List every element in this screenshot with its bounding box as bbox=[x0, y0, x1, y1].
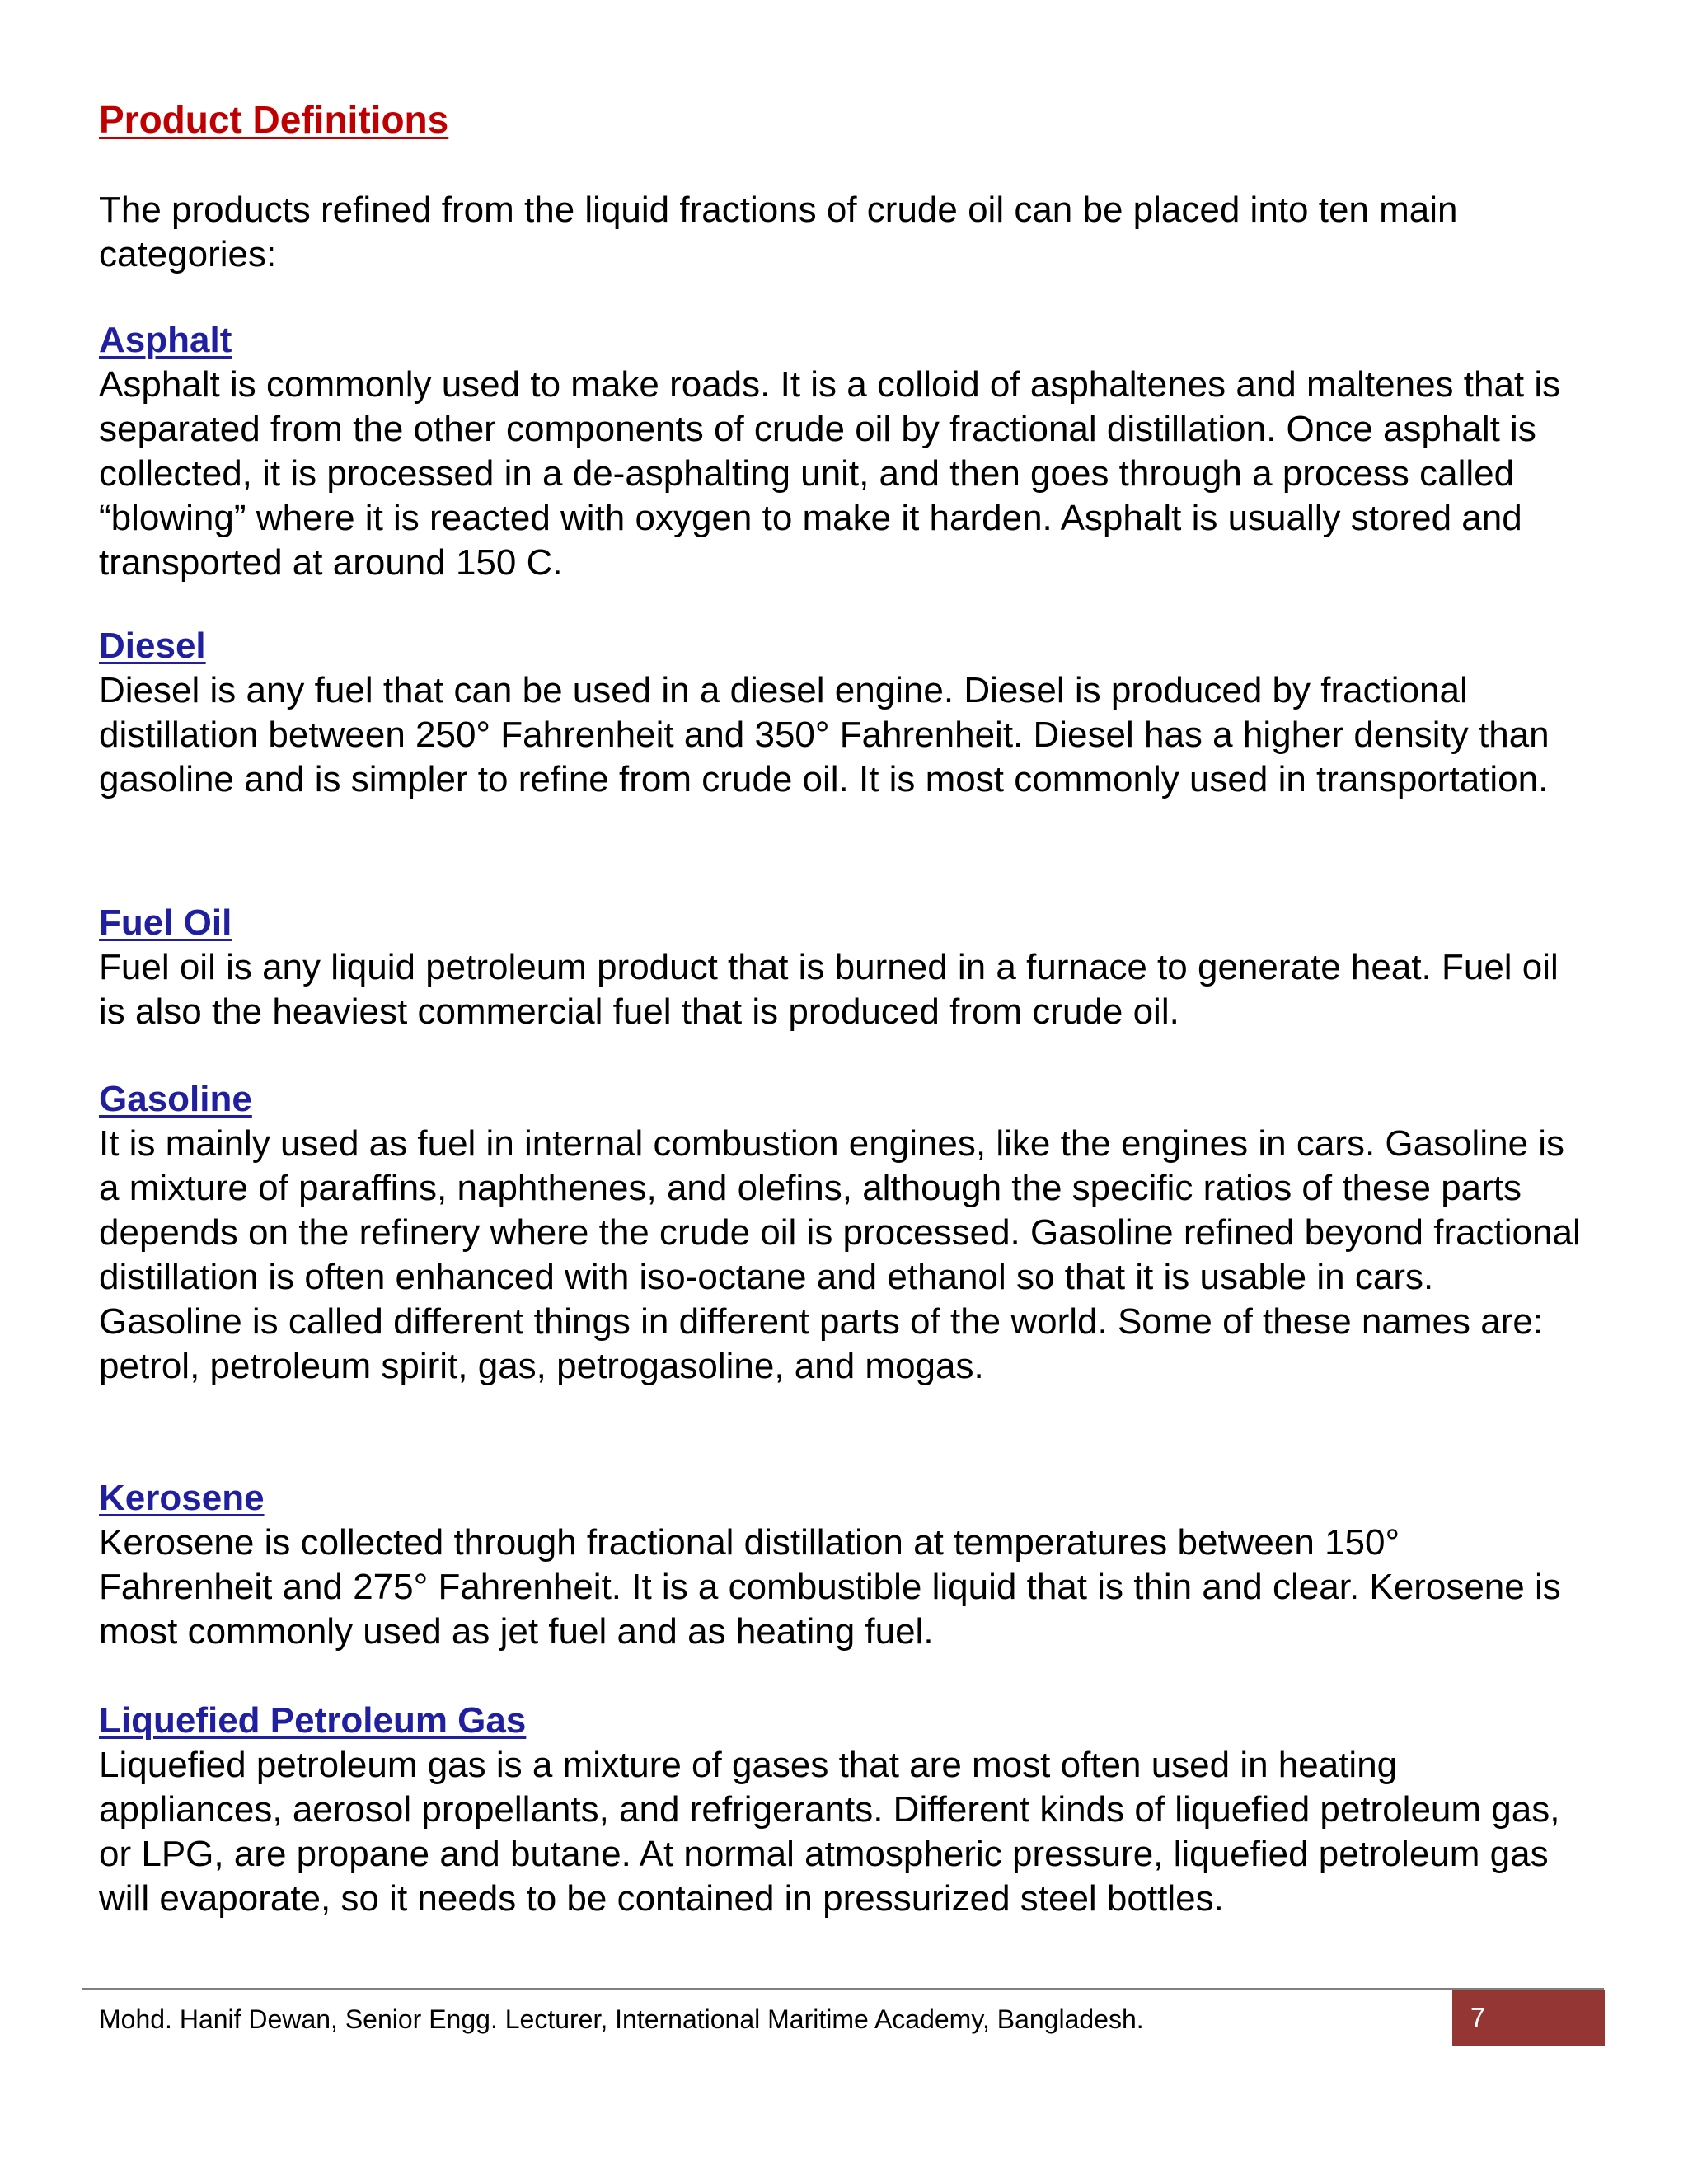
section-body-gasoline bbox=[99, 1122, 1582, 1388]
section-paragraph: Asphalt is commonly used to make roads. It is a colloid of asphaltenes and maltenes that is separated from the other components of crude oil by fractional distillation. Once asphalt is collected, it is processed in a de-asphalting unit, and then goes through a process called “blowing” where it is reacted with oxygen to make it harden. Asphalt is usually stored and transported at around 150 C. bbox=[99, 364, 1561, 583]
section-body-diesel bbox=[99, 668, 1582, 802]
section-body-asphalt bbox=[99, 363, 1582, 585]
section-heading-kerosene[interactable]: Kerosene bbox=[99, 1478, 265, 1518]
section-body-kerosene bbox=[99, 1521, 1582, 1654]
section-paragraph: Gasoline is called different things in different parts of the world. Some of these names are: petrol, petroleum spirit, gas, petrogasoline, and mogas. bbox=[99, 1301, 1544, 1386]
section-paragraph: Diesel is any fuel that can be used in a diesel engine. Diesel is produced by fractional distillation between 250° Fahrenheit and 350° Fahrenheit. Diesel has a higher density than gasoline and is simpler to refine from crude oil. It is most commonly used in transportation. bbox=[99, 670, 1550, 799]
footer-author: Mohd. Hanif Dewan, Senior Engg. Lecturer, International Maritime Academy, Bangladesh. bbox=[99, 2004, 1144, 2034]
page-number-badge bbox=[1452, 1990, 1605, 2046]
page-title: Product Definitions bbox=[99, 98, 449, 141]
section-paragraph: Liquefied petroleum gas is a mixture of gases that are most often used in heating appliances, aerosol propellants, and refrigerants. Different kinds of liquefied petroleum gas, or LPG, are propane and butane. At normal atmospheric pressure, liquefied petroleum gas will evaporate, so it needs to be contained in pressurized steel bottles. bbox=[99, 1745, 1560, 1919]
intro-paragraph: The products refined from the liquid fractions of crude oil can be placed into ten main categories: bbox=[99, 190, 1458, 274]
section-body-lpg bbox=[99, 1743, 1582, 1921]
section-paragraph: Kerosene is collected through fractional distillation at temperatures between 150° Fahrenheit and 275° Fahrenheit. It is a combustible liquid that is thin and clear. Kerosene is most commonly used as jet fuel and as heating fuel. bbox=[99, 1522, 1561, 1652]
section-paragraph: Fuel oil is any liquid petroleum product that is burned in a furnace to generate heat. Fuel oil is also the heaviest commercial fuel that is produced from crude oil. bbox=[99, 947, 1559, 1032]
section-heading-lpg[interactable]: Liquefied Petroleum Gas bbox=[99, 1700, 527, 1741]
section-body-fuel-oil bbox=[99, 945, 1582, 1034]
footer-divider bbox=[82, 1988, 1604, 1990]
section-paragraph: It is mainly used as fuel in internal combustion engines, like the engines in cars. Gasoline is a mixture of paraffins, naphthenes, and olefins, although the specific ratios of these parts depends on the refinery where the crude oil is processed. Gasoline refined beyond fractional distillation is often enhanced with iso-octane and ethanol so that it is usable in cars. bbox=[99, 1123, 1581, 1297]
page-number: 7 bbox=[1470, 2003, 1485, 2032]
section-heading-diesel[interactable]: Diesel bbox=[99, 626, 206, 666]
section-heading-fuel-oil[interactable]: Fuel Oil bbox=[99, 902, 232, 943]
section-heading-gasoline[interactable]: Gasoline bbox=[99, 1079, 252, 1119]
section-heading-asphalt[interactable]: Asphalt bbox=[99, 320, 232, 360]
